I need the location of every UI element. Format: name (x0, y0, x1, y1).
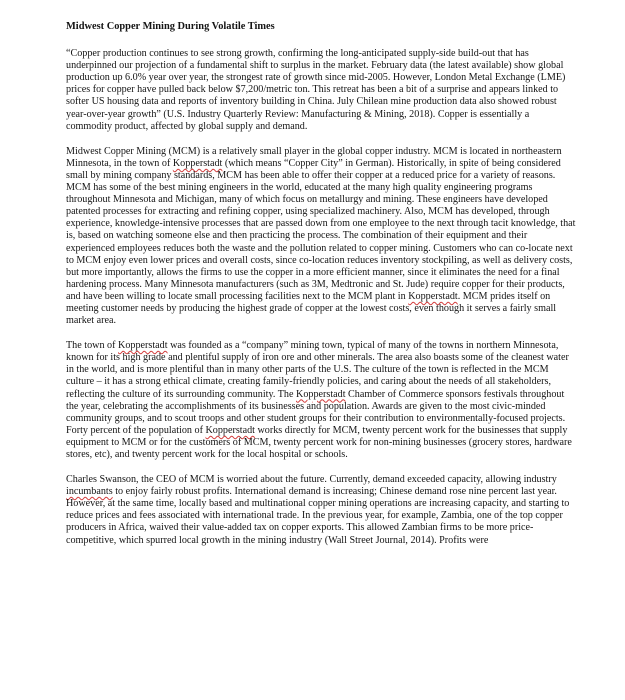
document-body (66, 21, 576, 560)
text-run: “Copper production continues to see strong growth, confirming the long-anticipated supply-side build-out that has underpinned our projection of a fundamental shift to surplus in the market. February data (the latest available) show global production up 6.0% year over year, the strongest rate of growth since mid-2005. However, London Metal Exchange (LME) prices for copper have pulled back below $7,200/metric ton. This retreat has been a bit of a surprise and appears linked to softer US housing data and reports of inventory building in China. July Chilean mine production data also showed robust year-over-year growth” (U.S. Industry Quarterly Review: Manufacturing & Mining, 2018). Copper is essentially a commodity product, affected by global supply and demand. (66, 48, 566, 132)
document-title: Midwest Copper Mining During Volatile Times (66, 21, 275, 32)
paragraph (66, 48, 576, 133)
text-run: was founded as a “company” mining town, typical of many of the towns in northern Minnesota, known for its high grade and plentiful supply of iron ore and other minerals. The area also boasts some of the cleanest water in the world, and is more plentiful than in many other parts of the U.S. The culture of the town is reflected in the MCM culture – it has a strong ethical climate, creating family-friendly policies, and caring about the needs of all stakeholders, reflecting the culture of its surrounding community. The (66, 340, 569, 400)
text-run: The town of (66, 340, 119, 352)
paragraph (66, 146, 576, 327)
text-run: . MCM prides itself on meeting customer needs by producing the highest grade of copper at the lowest costs, even though it serves a fairly small market area. (66, 290, 557, 327)
spellcheck-flagged-word[interactable]: Kopperstadt (408, 290, 458, 302)
text-run: to enjoy fairly robust profits. International demand is increasing; Chinese demand rose nine percent last year. However, at the same time, locally based and multinational copper mining operations are increasing capacity, and starting to reduce prices and fees associated with international trade. In the previous year, for example, Zambia, one of the top copper producers in Africa, waived their value-added tax on copper exports. This allowed Zambian firms to be more price-competitive, which spurred local growth in the mining industry (Wall Street Journal, 2014). Profits were (66, 486, 570, 546)
text-run: works directly for MCM, twenty percent work for the businesses that supply equipment to MCM or for the customers of MCM, twenty percent work for non-mining businesses (grocery stores, hardware stores, etc), and twenty percent work for the local hospital or schools. (66, 424, 572, 460)
paragraph (66, 340, 576, 461)
spellcheck-flagged-word[interactable]: incumbants (66, 486, 113, 498)
text-run: Chamber of Commerce sponsors festivals throughout the year, celebrating the accomplishments of its businesses and population. Awards are given to the most civic-minded community groups, and to scout troops and other student groups for their contribution to environmentally-focused projects. Forty percent of the population of (66, 388, 566, 436)
spellcheck-flagged-word[interactable]: Kopperstadt (205, 424, 255, 436)
paragraph (66, 474, 576, 547)
spellcheck-flagged-word[interactable]: Kopperstadt (296, 388, 346, 400)
spellcheck-flagged-word[interactable]: Kopperstadt (172, 157, 223, 169)
text-run: Charles Swanson, the CEO of MCM is worried about the future. Currently, demand exceeded capacity, allowing industry (66, 474, 557, 486)
text-run: Midwest Copper Mining (MCM) is a relatively small player in the global copper industry. MCM is located in northeastern Minnesota, in the town of (66, 145, 562, 169)
text-run: (which means “Copper City” in German). Historically, in spite of being considered small by mining company standards, MCM has been able to offer their copper at a reduced price for a variety of reasons. MCM has some of the best mining engineers in the world, educated at the many high quality engineering programs throughout Minnesota and Michigan, many of which focus on metallurgy and mining. These engineers have developed patented processes for extracting and refining copper, using specialized machinery. Also, MCM has developed, through experience, knowledge-intensive processes that are passed down from one employee to the next through tacit knowledge, that is, based on watching someone else and then practicing the process. The combination of their equipment and their experienced employees reduces both the waste and the pollution related to copper mining. Customers who can co-locate next to MCM enjoy even lower prices and overall costs, since co-location reduces inventory stockpiling, as well as delivery costs, but more importantly, allows the firms to use the copper in a more efficient manner, since it eliminates the need for a final hardening process. Many Minnesota manufacturers (such as 3M, Medtronic and St. Jude) require copper for their products, and have been willing to locate small processing facilities next to the MCM plant in (66, 157, 576, 302)
spellcheck-flagged-word[interactable]: Kopperstadt (118, 340, 168, 352)
